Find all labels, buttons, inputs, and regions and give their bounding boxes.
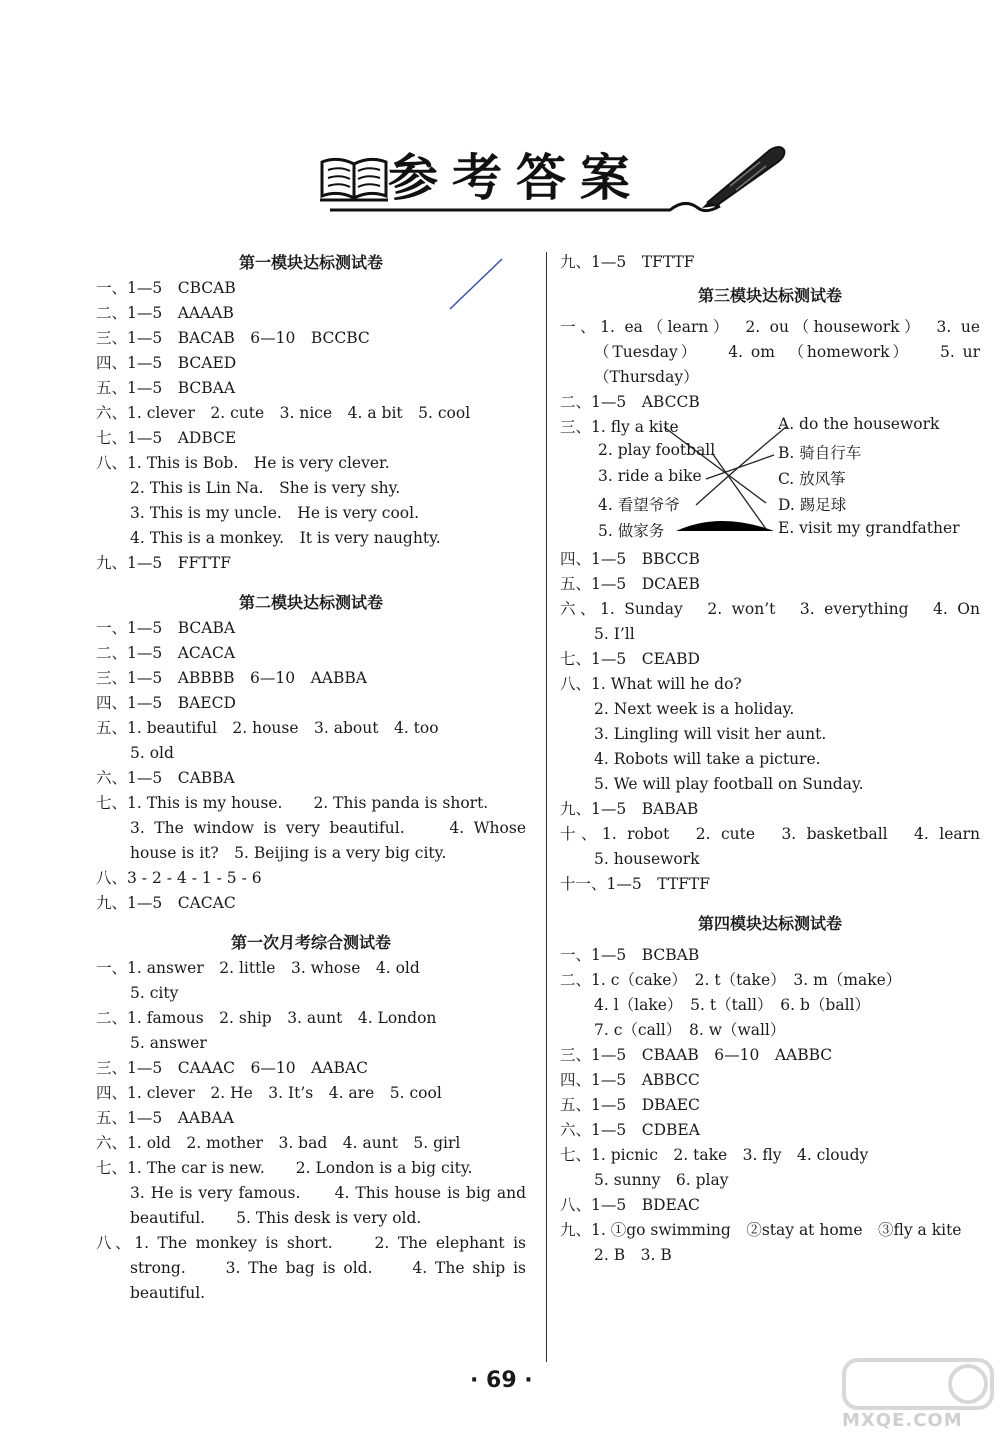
answer-line: 4. Robots will take a picture. xyxy=(594,750,821,768)
answer-line: 3. He is very famous. 4. This house is big and xyxy=(130,1184,526,1202)
answer-line: 3. The window is very beautiful. 4. Whose xyxy=(130,819,526,837)
answer-line: 5. housework xyxy=(594,850,700,868)
answer-line: 八、1. What will he do? xyxy=(560,675,742,693)
answer-line: 七、1—5 ADBCE xyxy=(96,429,237,447)
answer-line: 十一、1—5 TTFTF xyxy=(560,875,711,893)
answer-line: 3. This is my uncle. He is very cool. xyxy=(130,504,420,522)
answer-line: 八、1—5 BDEAC xyxy=(560,1196,700,1214)
pen-icon xyxy=(700,140,790,210)
answer-line: 五、1—5 BCBAA xyxy=(96,379,236,397)
answer-line: 九、1—5 CACAC xyxy=(96,894,236,912)
answer-line: 五、1—5 AABAA xyxy=(96,1109,234,1127)
answer-line: 三、1—5 CAAAC 6—10 AABAC xyxy=(96,1059,368,1077)
page-header xyxy=(0,0,1000,240)
answer-line: 四、1—5 BAECD xyxy=(96,694,236,712)
match-right-item: D. 踢足球 xyxy=(778,496,847,514)
answer-line: 四、1—5 ABBCC xyxy=(560,1071,700,1089)
answer-line: （Tuesday） 4. om （homework） 5. ur xyxy=(594,343,980,361)
answer-line: 九、1—5 FFTTF xyxy=(96,554,231,572)
answer-line: 一、1—5 BCBAB xyxy=(560,946,700,964)
answer-line: 2. This is Lin Na. She is very shy. xyxy=(130,479,401,497)
answer-line: beautiful. xyxy=(130,1284,206,1302)
answer-line: 六、1. Sunday 2. won’t 3. everything 4. On xyxy=(560,600,980,618)
answer-line: 九、1—5 BABAB xyxy=(560,800,699,818)
answer-line: 一、1. ea（learn） 2. ou（housework） 3. ue xyxy=(560,318,980,336)
answer-line: 4. l（lake） 5. t（tall） 6. b（ball） xyxy=(594,996,870,1014)
answer-line: 三、1—5 ABBBB 6—10 AABBA xyxy=(96,669,367,687)
answer-line: 八、3 - 2 - 4 - 1 - 5 - 6 xyxy=(96,869,262,887)
answer-line: beautiful. 5. This desk is very old. xyxy=(130,1209,422,1227)
match-right-item: C. 放风筝 xyxy=(778,470,846,488)
answer-line: 一、1. answer 2. little 3. whose 4. old xyxy=(96,959,420,977)
answer-line: 五、1—5 DBAEC xyxy=(560,1096,700,1114)
answer-line: 八、1. The monkey is short. 2. The elephant is xyxy=(96,1234,526,1252)
answer-line: 5. We will play football on Sunday. xyxy=(594,775,864,793)
answer-line: house is it? 5. Beijing is a very big city. xyxy=(130,844,447,862)
answer-line: 五、1—5 DCAEB xyxy=(560,575,700,593)
answer-line: 2. Next week is a holiday. xyxy=(594,700,795,718)
answer-line: 5. old xyxy=(130,744,174,762)
answer-line: 六、1—5 CABBA xyxy=(96,769,235,787)
answer-line: 7. c（call） 8. w（wall） xyxy=(594,1021,786,1039)
title-underline xyxy=(330,196,730,216)
section-title: 第四模块达标测试卷 xyxy=(697,914,842,933)
section-body xyxy=(560,250,980,275)
section-body xyxy=(96,616,526,916)
page-number: · 69 · xyxy=(470,1368,533,1393)
answer-line: 四、1. clever 2. He 3. It’s 4. are 5. cool xyxy=(96,1084,442,1102)
section-title: 第二模块达标测试卷 xyxy=(238,593,383,612)
answer-line: 二、1—5 ACACA xyxy=(96,644,236,662)
answer-line: strong. 3. The bag is old. 4. The ship is xyxy=(130,1259,526,1277)
answer-line: 5. answer xyxy=(130,1034,207,1052)
answer-line: 六、1. old 2. mother 3. bad 4. aunt 5. girl xyxy=(96,1134,461,1152)
answer-line: 一、1—5 CBCAB xyxy=(96,279,236,297)
answer-line: 八、1. This is Bob. He is very clever. xyxy=(96,454,390,472)
answer-line: 七、1. The car is new. 2. London is a big city. xyxy=(96,1159,473,1177)
answer-line: 5. city xyxy=(130,984,179,1002)
answer-line: 三、1—5 CBAAB 6—10 AABBC xyxy=(560,1046,833,1064)
section-title: 第三模块达标测试卷 xyxy=(697,286,842,305)
match-left-item: 5. 做家务 xyxy=(598,522,665,540)
section-body xyxy=(560,315,980,415)
section-title: 第一次月考综合测试卷 xyxy=(230,933,391,952)
answer-line: 二、1. c（cake） 2. t（take） 3. m（make） xyxy=(560,971,902,989)
match-left-item: 4. 看望爷爷 xyxy=(598,496,680,514)
answer-line: 十、1. robot 2. cute 3. basketball 4. learn xyxy=(560,825,980,843)
answer-line: 九、1—5 TFTTF xyxy=(560,253,695,271)
answer-line: 二、1. famous 2. ship 3. aunt 4. London xyxy=(96,1009,437,1027)
section-title: 第一模块达标测试卷 xyxy=(238,253,383,272)
answer-line: 2. B 3. B xyxy=(594,1246,672,1264)
answer-line: 三、1—5 BACAB 6—10 BCCBC xyxy=(96,329,370,347)
match-right-item: E. visit my grandfather xyxy=(778,519,960,537)
right-column xyxy=(560,250,980,1268)
match-left-item: 三、1. fly a kite xyxy=(560,418,679,436)
match-right-item: B. 骑自行车 xyxy=(778,444,862,462)
answer-line: 七、1—5 CEABD xyxy=(560,650,700,668)
answer-line: 5. sunny 6. play xyxy=(594,1171,729,1189)
match-right-item: A. do the housework xyxy=(778,415,940,433)
match-left-item: 2. play football xyxy=(598,441,716,459)
section-body xyxy=(560,547,980,897)
answer-line: 七、1. This is my house. 2. This panda is short. xyxy=(96,794,489,812)
answer-line: 4. This is a monkey. It is very naughty. xyxy=(130,529,441,547)
answer-line: 5. I’ll xyxy=(594,625,635,643)
answer-line: 二、1—5 ABCCB xyxy=(560,393,700,411)
section-body xyxy=(96,276,526,576)
answer-line: 二、1—5 AAAAB xyxy=(96,304,234,322)
answer-line: 3. Lingling will visit her aunt. xyxy=(594,725,827,743)
answer-line: 四、1—5 BBCCB xyxy=(560,550,700,568)
matching-exercise xyxy=(560,415,980,547)
answer-line: 六、1. clever 2. cute 3. nice 4. a bit 5. cool xyxy=(96,404,471,422)
answer-line: 九、1. ①go swimming ②stay at home ③fly a kite xyxy=(560,1221,962,1239)
column-divider xyxy=(546,252,547,1362)
answer-line: 七、1. picnic 2. take 3. fly 4. cloudy xyxy=(560,1146,869,1164)
watermark-text: MXQE.COM xyxy=(842,1410,963,1431)
answer-line: （Thursday） xyxy=(594,368,699,386)
answer-line: 五、1. beautiful 2. house 3. about 4. too xyxy=(96,719,439,737)
match-left-item: 3. ride a bike xyxy=(598,467,702,485)
answer-line: 六、1—5 CDBEA xyxy=(560,1121,700,1139)
section-body xyxy=(560,943,980,1268)
answer-line: 一、1—5 BCABA xyxy=(96,619,236,637)
answer-line: 四、1—5 BCAED xyxy=(96,354,237,372)
section-body xyxy=(96,956,526,1306)
page-title: 参考答案 xyxy=(388,149,644,207)
left-column xyxy=(96,250,526,1306)
